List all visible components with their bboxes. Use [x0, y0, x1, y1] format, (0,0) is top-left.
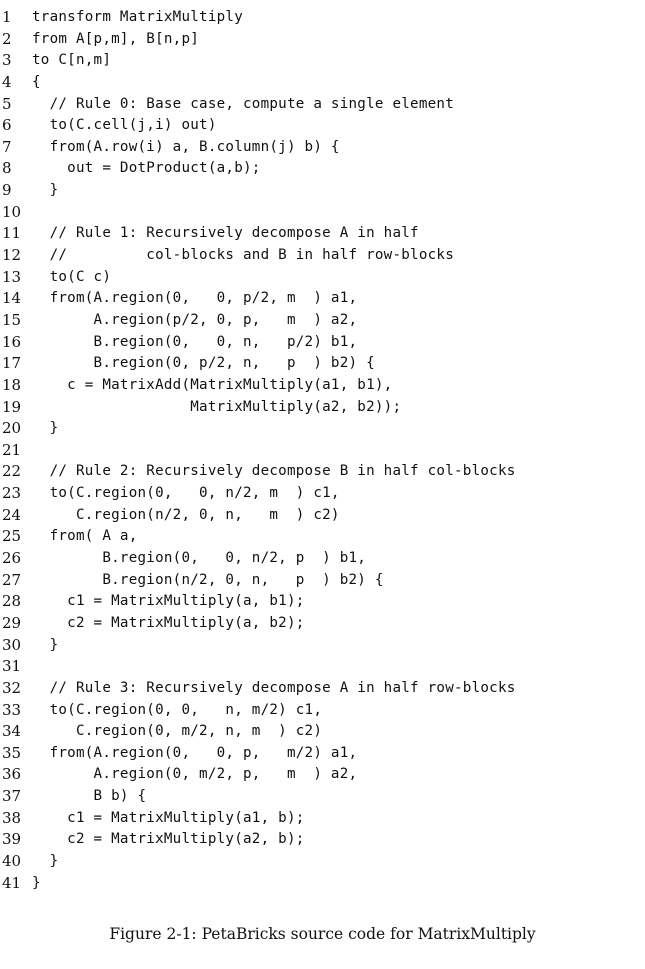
code-line [0, 829, 645, 851]
code-line [0, 505, 645, 527]
code-line [0, 526, 645, 548]
code-line [0, 288, 645, 310]
line-code: from(A.region(0, 0, p, m/2) a1, [32, 744, 358, 761]
code-line [0, 418, 645, 440]
line-code: C.region(n/2, 0, n, m ) c2) [32, 506, 340, 523]
line-code: B b) { [32, 788, 147, 805]
line-code: B.region(0, p/2, n, p ) b2) { [32, 355, 375, 372]
code-line [0, 678, 645, 700]
code-line [0, 72, 645, 94]
line-number: 30 [2, 635, 22, 654]
code-line [0, 786, 645, 808]
code-line [0, 743, 645, 765]
code-line [0, 721, 645, 743]
line-code: B.region(0, 0, n, p/2) b1, [32, 333, 358, 350]
line-code: } [32, 420, 59, 437]
code-line [0, 353, 645, 375]
code-line [0, 635, 645, 657]
line-code: } [32, 182, 59, 199]
line-code: from(A.region(0, 0, p/2, m ) a1, [32, 290, 358, 307]
line-number: 20 [2, 419, 22, 438]
line-number: 41 [2, 873, 22, 892]
line-number: 13 [2, 267, 22, 286]
code-line [0, 94, 645, 116]
line-code: B.region(0, 0, n/2, p ) b1, [32, 550, 367, 567]
line-number: 4 [2, 72, 12, 91]
code-line [0, 700, 645, 722]
line-code: from( A a, [32, 528, 138, 545]
line-number: 1 [2, 8, 12, 26]
line-number: 9 [2, 181, 12, 200]
code-line [0, 873, 645, 895]
code-line [0, 7, 645, 29]
line-code: c = MatrixAdd(MatrixMultiply(a1, b1), [32, 376, 393, 393]
line-number: 33 [2, 700, 22, 719]
code-line [0, 158, 645, 180]
line-number: 2 [2, 29, 12, 48]
line-number: 34 [2, 722, 22, 741]
line-code: // Rule 1: Recursively decompose A in half [32, 225, 419, 242]
line-code: c2 = MatrixMultiply(a2, b); [32, 831, 305, 848]
line-number: 36 [2, 765, 22, 784]
line-code: C.region(0, m/2, n, m ) c2) [32, 723, 323, 740]
line-number: 3 [2, 51, 12, 70]
line-number: 32 [2, 678, 22, 697]
line-code: from A[p,m], B[n,p] [32, 30, 200, 47]
code-line [0, 115, 645, 137]
line-number: 12 [2, 246, 22, 265]
code-line [0, 613, 645, 635]
line-code: // Rule 3: Recursively decompose A in half row-blocks [32, 679, 516, 696]
line-code: out = DotProduct(a,b); [32, 160, 261, 177]
code-line [0, 591, 645, 613]
line-code: to(C.cell(j,i) out) [32, 117, 217, 134]
figure-caption: Figure 2-1: PetaBricks source code for MatrixMultiply [109, 925, 536, 943]
line-number: 19 [2, 397, 22, 416]
line-code: c2 = MatrixMultiply(a, b2); [32, 614, 305, 631]
line-number: 17 [2, 354, 22, 373]
line-number: 28 [2, 592, 22, 611]
code-line [0, 137, 645, 159]
line-number: 15 [2, 310, 22, 329]
line-code: c1 = MatrixMultiply(a1, b); [32, 809, 305, 826]
code-line [0, 440, 645, 462]
code-line [0, 180, 645, 202]
code-line [0, 267, 645, 289]
line-code: from(A.row(i) a, B.column(j) b) { [32, 138, 340, 155]
code-line [0, 764, 645, 786]
code-line [0, 851, 645, 873]
line-number: 21 [2, 440, 22, 459]
line-number: 5 [2, 94, 12, 113]
code-line [0, 310, 645, 332]
code-line [0, 548, 645, 570]
line-code: // col-blocks and B in half row-blocks [32, 247, 454, 264]
line-number: 26 [2, 549, 22, 568]
line-code: } [32, 636, 59, 653]
line-number: 23 [2, 484, 22, 503]
line-code: to(C c) [32, 268, 112, 285]
line-code: transform MatrixMultiply [32, 9, 243, 25]
line-number: 8 [2, 159, 12, 178]
line-number: 39 [2, 830, 22, 849]
code-line [0, 483, 645, 505]
line-number: 24 [2, 505, 22, 524]
code-line [0, 332, 645, 354]
line-code: // Rule 2: Recursively decompose B in half col-blocks [32, 463, 516, 480]
code-line [0, 245, 645, 267]
line-number: 35 [2, 743, 22, 762]
code-line [0, 397, 645, 419]
line-number: 18 [2, 375, 22, 394]
code-line [0, 29, 645, 51]
line-number: 6 [2, 116, 12, 135]
code-line [0, 50, 645, 72]
line-number: 22 [2, 462, 22, 481]
line-code: to(C.region(0, 0, n, m/2) c1, [32, 701, 323, 718]
code-line [0, 375, 645, 397]
code-line [0, 808, 645, 830]
code-line [0, 656, 645, 678]
line-code: // Rule 0: Base case, compute a single element [32, 95, 454, 112]
line-number: 31 [2, 657, 22, 676]
line-number: 27 [2, 570, 22, 589]
line-code: to C[n,m] [32, 52, 112, 69]
line-number: 38 [2, 808, 22, 827]
line-number: 10 [2, 202, 22, 221]
line-code: MatrixMultiply(a2, b2)); [32, 398, 402, 415]
line-code: { [32, 73, 41, 90]
line-number: 14 [2, 289, 22, 308]
line-number: 40 [2, 851, 22, 870]
code-line [0, 570, 645, 592]
code-line [0, 202, 645, 224]
code-listing [0, 7, 645, 894]
code-line [0, 223, 645, 245]
line-code: B.region(n/2, 0, n, p ) b2) { [32, 571, 384, 588]
line-number: 37 [2, 787, 22, 806]
code-line [0, 461, 645, 483]
line-code: A.region(0, m/2, p, m ) a2, [32, 766, 358, 783]
line-number: 7 [2, 137, 12, 156]
line-number: 29 [2, 613, 22, 632]
line-number: 25 [2, 527, 22, 546]
line-code: A.region(p/2, 0, p, m ) a2, [32, 311, 358, 328]
line-code: c1 = MatrixMultiply(a, b1); [32, 593, 305, 610]
line-code: } [32, 852, 59, 869]
line-code: to(C.region(0, 0, n/2, m ) c1, [32, 485, 340, 502]
line-code: } [32, 874, 41, 891]
line-number: 11 [2, 224, 22, 243]
line-number: 16 [2, 332, 22, 351]
